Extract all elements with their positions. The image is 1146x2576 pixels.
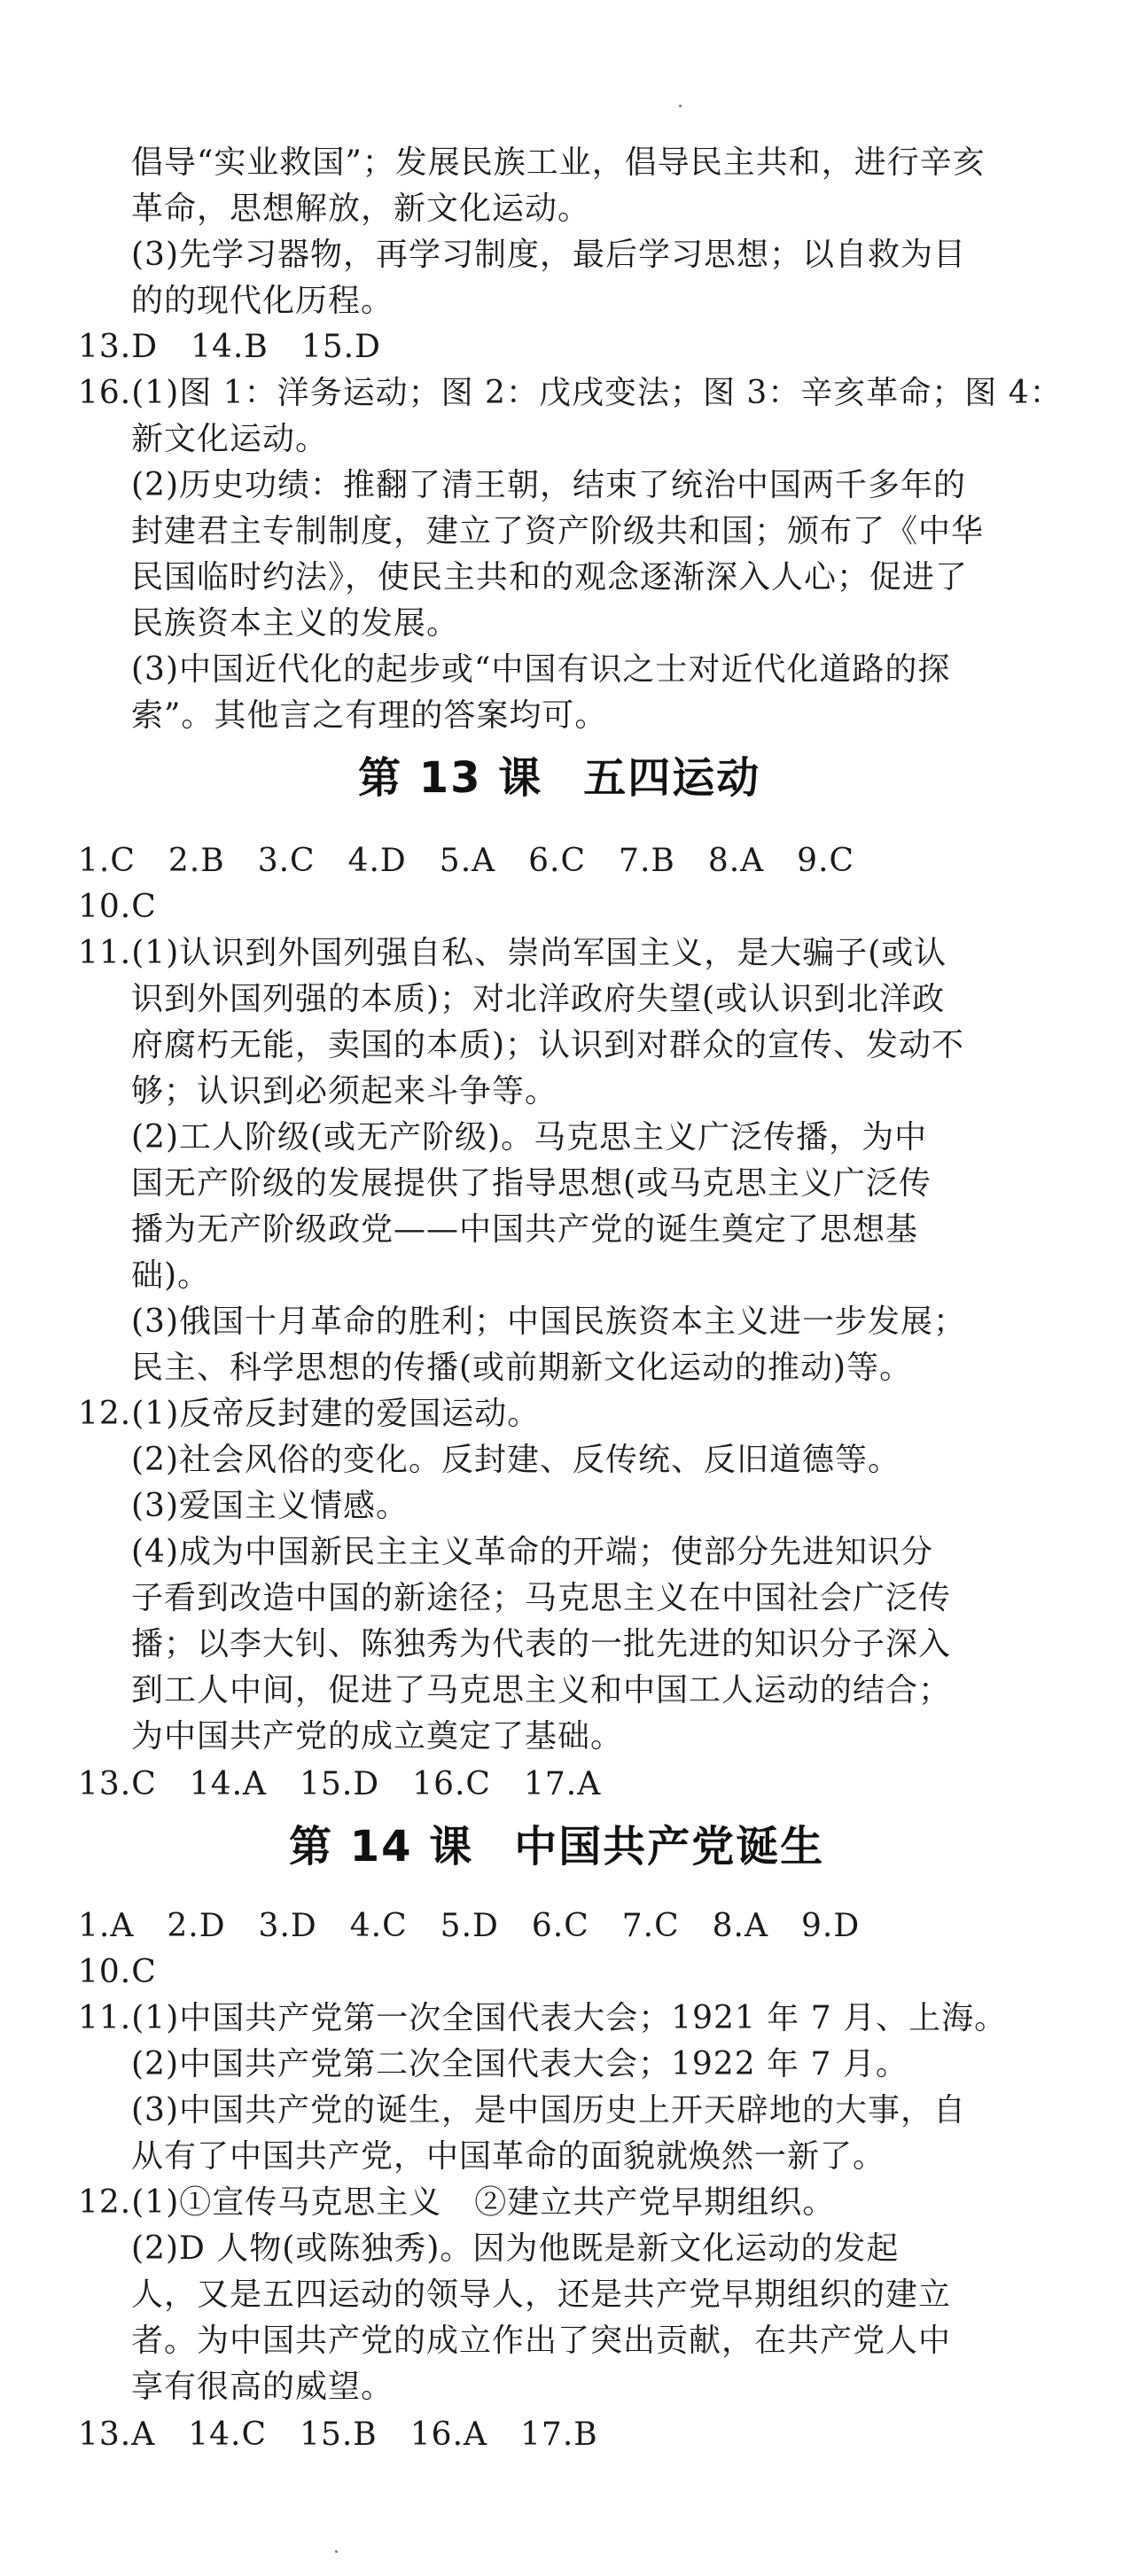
answer-line: 的的现代化历程。 (131, 283, 394, 319)
answer-line: 者。为中国共产党的成立作出了突出贡献，在共产党人中 (131, 2323, 952, 2359)
answer-line: 子看到改造中国的新途径；马克思主义在中国社会广泛传 (131, 1580, 952, 1616)
answer-line: (3)中国共产党的诞生，是中国历史上开天辟地的大事，自 (131, 2092, 966, 2129)
answer-line: 国无产阶级的发展提供了指导思想(或马克思主义广泛传 (131, 1165, 932, 1202)
answer-line: (2)工人阶级(或无产阶级)。马克思主义广泛传播，为中 (131, 1119, 928, 1156)
lesson-14-number: 第 14 课 (289, 1822, 474, 1872)
answer-line: 16.(1)图 1：洋务运动；图 2：戊戌变法；图 3：辛亥革命；图 4： (78, 375, 1063, 411)
scan-speck (335, 2550, 338, 2553)
answer-line: 民主、科学思想的传播(或前期新文化运动的推动)等。 (131, 1350, 913, 1386)
lesson-13-title (358, 751, 760, 805)
answer-line: 10.C (78, 1954, 157, 1990)
lesson-14-title (289, 1820, 824, 1873)
answer-line: 革命，思想解放，新文化运动。 (131, 191, 591, 227)
lesson-14-name: 中国共产党诞生 (514, 1822, 825, 1872)
answer-line: 1.C 2.B 3.C 4.D 5.A 6.C 7.B 8.A 9.C (78, 843, 855, 879)
answer-line: (2)历史功绩：推翻了清王朝，结束了统治中国两千多年的 (131, 467, 966, 503)
answer-line: 倡导“实业救国”；发展民族工业，倡导民主共和，进行辛亥 (131, 144, 986, 181)
answer-line: 封建君主专制制度，建立了资产阶级共和国；颁布了《中华 (131, 513, 985, 549)
answer-line: 13.C 14.A 15.D 16.C 17.A (78, 1766, 602, 1802)
answer-line: (3)先学习器物，再学习制度，最后学习思想；以自救为目 (131, 237, 966, 273)
answer-line: (2)社会风俗的变化。反封建、反传统、反旧道德等。 (131, 1442, 900, 1478)
answer-line: 索”。其他言之有理的答案均可。 (131, 697, 608, 734)
answer-line: 1.A 2.D 3.D 4.C 5.D 6.C 7.C 8.A 9.D (78, 1908, 861, 1944)
answer-line: (4)成为中国新民主主义革命的开端；使部分先进知识分 (131, 1534, 933, 1570)
scan-speck (679, 105, 682, 107)
answer-line: 到工人中间，促进了马克思主义和中国工人运动的结合； (131, 1672, 952, 1708)
answer-line: 播；以李大钊、陈独秀为代表的一批先进的知识分子深入 (131, 1626, 952, 1662)
answer-line: 10.C (78, 889, 157, 925)
answer-line: 13.D 14.B 15.D (78, 329, 381, 365)
answer-line: 12.(1)①宣传马克思主义 ②建立共产党早期组织。 (78, 2184, 836, 2221)
answer-line: 从有了中国共产党，中国革命的面貌就焕然一新了。 (131, 2138, 886, 2175)
lesson-13-number: 第 13 课 (358, 753, 543, 803)
answer-line: (3)俄国十月革命的胜利；中国民族资本主义进一步发展； (131, 1304, 966, 1340)
answer-line: 识到外国列强的本质)；对北洋政府失望(或认识到北洋政 (131, 981, 946, 1017)
answer-line: (3)爱国主义情感。 (131, 1488, 409, 1524)
answer-line: 13.A 14.C 15.B 16.A 17.B (78, 2416, 598, 2453)
answer-line: 享有很高的威望。 (131, 2369, 394, 2405)
answer-line: 民族资本主义的发展。 (131, 605, 460, 642)
answer-line: 为中国共产党的成立奠定了基础。 (131, 1718, 624, 1755)
answer-line: 11.(1)认识到外国列强自私、崇尚军国主义，是大骗子(或认 (78, 935, 947, 971)
answer-line: 播为无产阶级政党——中国共产党的诞生奠定了思想基 (131, 1211, 919, 1248)
answer-line: 础)。 (131, 1257, 211, 1294)
answer-line: 11.(1)中国共产党第一次全国代表大会；1921 年 7 月、上海。 (78, 2000, 1008, 2036)
answer-line: 府腐朽无能，卖国的本质)；认识到对群众的宣传、发动不 (131, 1027, 965, 1063)
lesson-13-name: 五四运动 (583, 753, 761, 803)
answer-line: (3)中国近代化的起步或“中国有识之士对近代化道路的探 (131, 651, 951, 688)
answer-line: (2)中国共产党第二次全国代表大会；1922 年 7 月。 (131, 2046, 908, 2082)
answer-line: 够；认识到必须起来斗争等。 (131, 1073, 558, 1109)
answer-line: 新文化运动。 (131, 421, 329, 457)
answer-line: 民国临时约法》，使民主共和的观念逐渐深入人心；促进了 (131, 559, 969, 595)
answer-line: 人，又是五四运动的领导人，还是共产党早期组织的建立 (131, 2276, 952, 2313)
answer-line: (2)D 人物(或陈独秀)。因为他既是新文化运动的发起 (131, 2230, 900, 2267)
answer-line: 12.(1)反帝反封建的爱国运动。 (78, 1396, 541, 1432)
